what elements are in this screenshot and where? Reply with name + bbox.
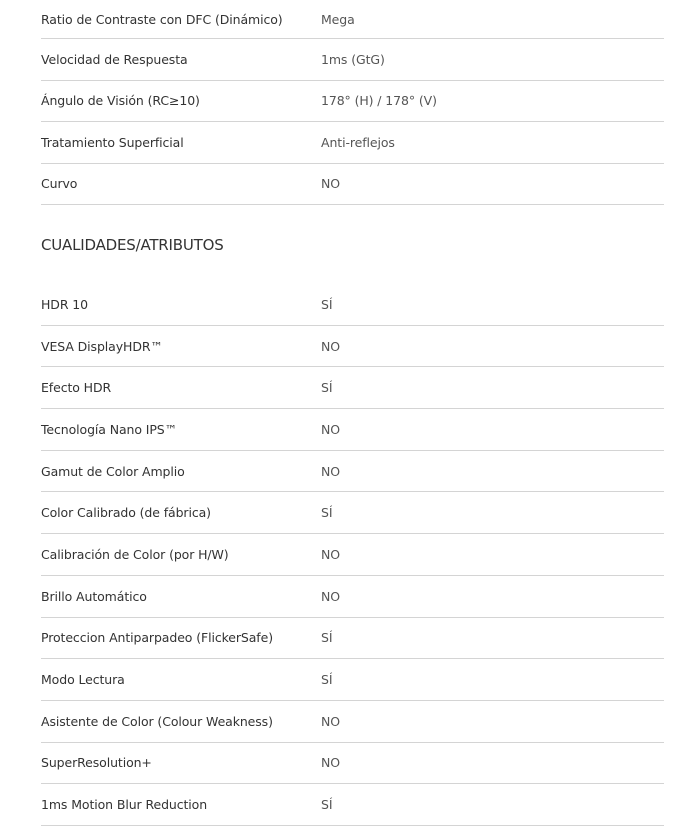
spec-label: Efecto HDR xyxy=(41,380,112,396)
spec-value: NO xyxy=(321,755,340,771)
spec-value: Mega xyxy=(321,11,355,27)
spec-value: Anti-reflejos xyxy=(321,134,395,150)
spec-row xyxy=(41,284,664,326)
spec-value: NO xyxy=(321,463,340,479)
spec-value: 178° (H) / 178° (V) xyxy=(321,93,437,109)
spec-label: Curvo xyxy=(41,176,78,192)
spec-row xyxy=(41,39,664,81)
spec-row xyxy=(41,618,664,660)
spec-label: HDR 10 xyxy=(41,296,88,312)
spec-row xyxy=(41,0,664,39)
spec-value: SÍ xyxy=(321,797,333,813)
spec-row xyxy=(41,576,664,618)
spec-row xyxy=(41,492,664,534)
spec-row xyxy=(41,367,664,409)
spec-value: SÍ xyxy=(321,505,333,521)
spec-label: Ángulo de Visión (RC≥10) xyxy=(41,93,200,109)
spec-label: 1ms Motion Blur Reduction xyxy=(41,797,208,813)
spec-value: SÍ xyxy=(321,380,333,396)
spec-row xyxy=(41,743,664,785)
spec-value: NO xyxy=(321,176,340,192)
spec-row xyxy=(41,451,664,493)
spec-value: SÍ xyxy=(321,296,333,312)
spec-label: Velocidad de Respuesta xyxy=(41,51,188,67)
specs-section-attributes xyxy=(41,284,664,826)
spec-label: Calibración de Color (por H/W) xyxy=(41,546,229,562)
spec-value: NO xyxy=(321,588,340,604)
spec-row xyxy=(41,81,664,123)
section-title: CUALIDADES/ATRIBUTOS xyxy=(41,236,224,254)
spec-label: Color Calibrado (de fábrica) xyxy=(41,505,211,521)
spec-value: NO xyxy=(321,546,340,562)
spec-value: 1ms (GtG) xyxy=(321,51,385,67)
spec-label: VESA DisplayHDR™ xyxy=(41,338,163,354)
specs-section-display xyxy=(41,0,664,205)
spec-row xyxy=(41,326,664,368)
spec-row xyxy=(41,784,664,826)
spec-label: Tecnología Nano IPS™ xyxy=(41,421,178,437)
spec-row xyxy=(41,659,664,701)
spec-row xyxy=(41,122,664,164)
spec-label: Modo Lectura xyxy=(41,672,125,688)
spec-value: NO xyxy=(321,338,340,354)
spec-label: SuperResolution+ xyxy=(41,755,152,771)
spec-value: SÍ xyxy=(321,630,333,646)
spec-label: Gamut de Color Amplio xyxy=(41,463,185,479)
spec-row xyxy=(41,701,664,743)
spec-label: Tratamiento Superficial xyxy=(41,134,184,150)
spec-label: Proteccion Antiparpadeo (FlickerSafe) xyxy=(41,630,273,646)
spec-value: SÍ xyxy=(321,672,333,688)
spec-label: Ratio de Contraste con DFC (Dinámico) xyxy=(41,11,283,27)
spec-value: NO xyxy=(321,713,340,729)
spec-label: Brillo Automático xyxy=(41,588,147,604)
spec-row xyxy=(41,409,664,451)
spec-label: Asistente de Color (Colour Weakness) xyxy=(41,713,273,729)
spec-row xyxy=(41,534,664,576)
spec-value: NO xyxy=(321,421,340,437)
spec-row xyxy=(41,164,664,206)
